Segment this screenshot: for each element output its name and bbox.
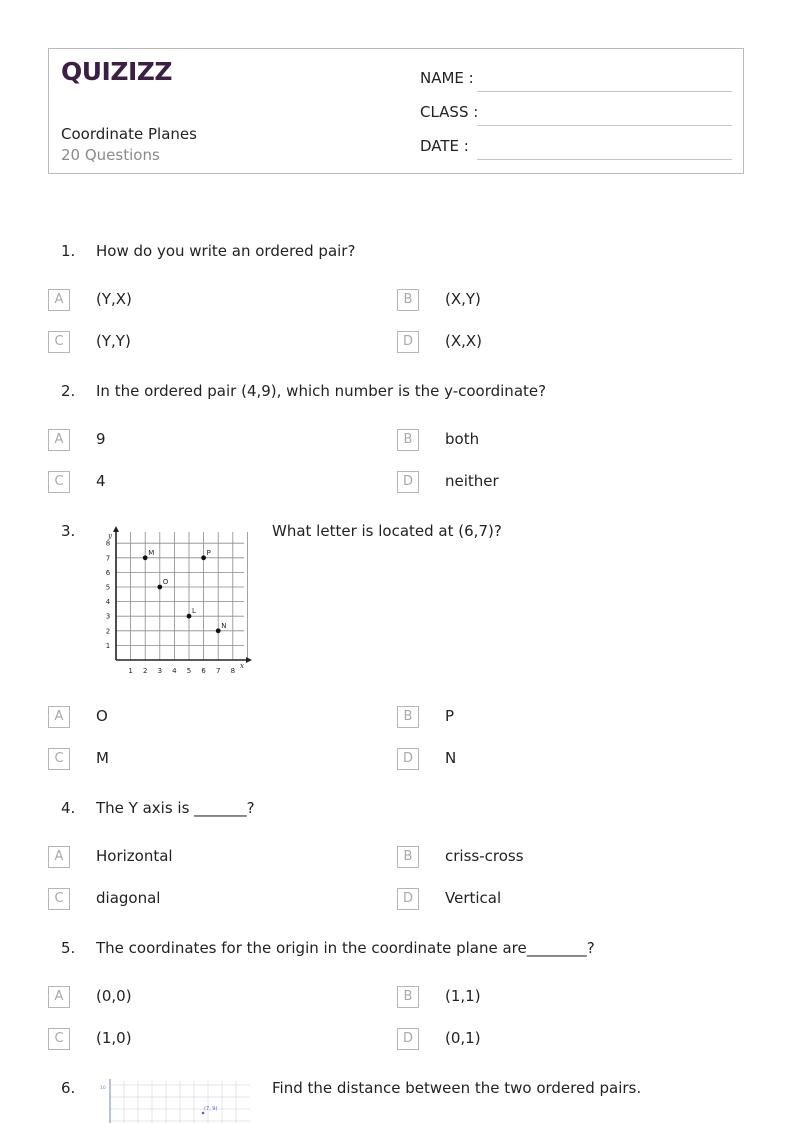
option-letter: C bbox=[48, 471, 70, 493]
option-text: O bbox=[96, 707, 108, 725]
option-letter: A bbox=[48, 429, 70, 451]
point-a bbox=[202, 1112, 205, 1115]
question-count: 20 Questions bbox=[61, 146, 160, 164]
x-tick-label: 2 bbox=[142, 667, 148, 675]
y-tick-label: 2 bbox=[105, 627, 111, 636]
option-letter: A bbox=[48, 706, 70, 728]
y-tick-label: 5 bbox=[105, 583, 111, 592]
x-tick-label: 7 bbox=[215, 667, 221, 675]
y-tick-label: 4 bbox=[105, 598, 111, 607]
option-text: (X,Y) bbox=[445, 290, 481, 308]
y-tick-label: 10 bbox=[100, 1086, 106, 1091]
option-text: Horizontal bbox=[96, 847, 173, 865]
option-text: (Y,X) bbox=[96, 290, 132, 308]
point-o bbox=[157, 585, 162, 590]
point-label-l: L bbox=[192, 607, 196, 616]
question-number: 5. bbox=[61, 939, 76, 957]
option-letter: D bbox=[397, 471, 419, 493]
point-label-m: M bbox=[148, 548, 155, 557]
option-text: (Y,Y) bbox=[96, 332, 131, 350]
point-label: (7, 9) bbox=[204, 1106, 218, 1112]
option-letter: B bbox=[397, 289, 419, 311]
option-text: criss-cross bbox=[445, 847, 524, 865]
point-label-p: P bbox=[206, 548, 211, 557]
class-line bbox=[477, 125, 732, 126]
option-text: (X,X) bbox=[445, 332, 483, 350]
option-letter: C bbox=[48, 748, 70, 770]
x-tick-label: 1 bbox=[128, 667, 133, 675]
option-letter: D bbox=[397, 331, 419, 353]
option-text: (1,0) bbox=[96, 1029, 132, 1047]
point-m bbox=[143, 555, 148, 560]
point-label-n: N bbox=[221, 621, 227, 630]
date-label: DATE : bbox=[420, 137, 469, 155]
option-text: 4 bbox=[96, 472, 106, 490]
option-letter: A bbox=[48, 846, 70, 868]
x-axis-label: x bbox=[240, 662, 244, 670]
y-tick-label: 3 bbox=[105, 612, 111, 621]
question-text: Find the distance between the two ordered pairs. bbox=[272, 1079, 642, 1097]
option-text: (0,0) bbox=[96, 987, 132, 1005]
option-letter: C bbox=[48, 1028, 70, 1050]
x-axis-arrow bbox=[246, 657, 252, 663]
option-letter: C bbox=[48, 888, 70, 910]
y-axis-label: y bbox=[108, 532, 112, 540]
option-letter: A bbox=[48, 289, 70, 311]
question-number: 4. bbox=[61, 799, 76, 817]
option-letter: D bbox=[397, 1028, 419, 1050]
question-number: 1. bbox=[61, 242, 76, 260]
x-tick-label: 6 bbox=[201, 667, 206, 675]
logo-text: QUIZIZZ bbox=[61, 57, 173, 86]
option-text: 9 bbox=[96, 430, 106, 448]
option-text: both bbox=[445, 430, 480, 448]
option-letter: D bbox=[397, 748, 419, 770]
point-label-o: O bbox=[162, 578, 169, 586]
option-text: (1,1) bbox=[445, 987, 481, 1005]
quizizz-logo bbox=[61, 57, 172, 86]
option-letter: D bbox=[397, 888, 419, 910]
x-tick-label: 3 bbox=[157, 667, 163, 675]
question-text: What letter is located at (6,7)? bbox=[272, 522, 502, 540]
point-l bbox=[187, 614, 192, 619]
option-letter: A bbox=[48, 986, 70, 1008]
option-text: diagonal bbox=[96, 889, 161, 907]
option-text: N bbox=[445, 749, 457, 767]
worksheet-header bbox=[48, 48, 744, 174]
point-p bbox=[201, 555, 206, 560]
option-letter: B bbox=[397, 429, 419, 451]
name-label: NAME : bbox=[420, 69, 474, 87]
question-number: 2. bbox=[61, 382, 76, 400]
option-text: neither bbox=[445, 472, 499, 490]
option-text: (0,1) bbox=[445, 1029, 481, 1047]
worksheet-title: Coordinate Planes bbox=[61, 125, 197, 143]
option-text: P bbox=[445, 707, 455, 725]
option-letter: B bbox=[397, 986, 419, 1008]
y-tick-label: 7 bbox=[105, 554, 111, 563]
question-text: In the ordered pair (4,9), which number is the y-coordinate? bbox=[96, 382, 547, 400]
x-tick-label: 4 bbox=[172, 667, 177, 675]
question-text: How do you write an ordered pair? bbox=[96, 242, 356, 260]
point-n bbox=[216, 628, 221, 633]
option-text: M bbox=[96, 749, 109, 767]
y-axis-arrow bbox=[113, 526, 119, 532]
option-letter: B bbox=[397, 846, 419, 868]
option-letter: C bbox=[48, 331, 70, 353]
y-tick-label: 8 bbox=[105, 539, 111, 548]
distance-grid-image bbox=[100, 1079, 252, 1123]
question-number: 6. bbox=[61, 1079, 76, 1097]
question-text: The coordinates for the origin in the coordinate plane are________? bbox=[96, 939, 595, 957]
question-text: The Y axis is _______? bbox=[96, 799, 255, 817]
date-line bbox=[477, 159, 732, 160]
name-line bbox=[477, 91, 732, 92]
class-label: CLASS : bbox=[420, 103, 479, 121]
option-letter: B bbox=[397, 706, 419, 728]
y-tick-label: 6 bbox=[105, 568, 111, 577]
x-tick-label: 5 bbox=[186, 667, 192, 675]
option-text: Vertical bbox=[445, 889, 502, 907]
y-tick-label: 1 bbox=[105, 641, 111, 650]
x-tick-label: 8 bbox=[230, 667, 236, 675]
question-number: 3. bbox=[61, 522, 76, 540]
coordinate-grid-image bbox=[98, 522, 254, 678]
